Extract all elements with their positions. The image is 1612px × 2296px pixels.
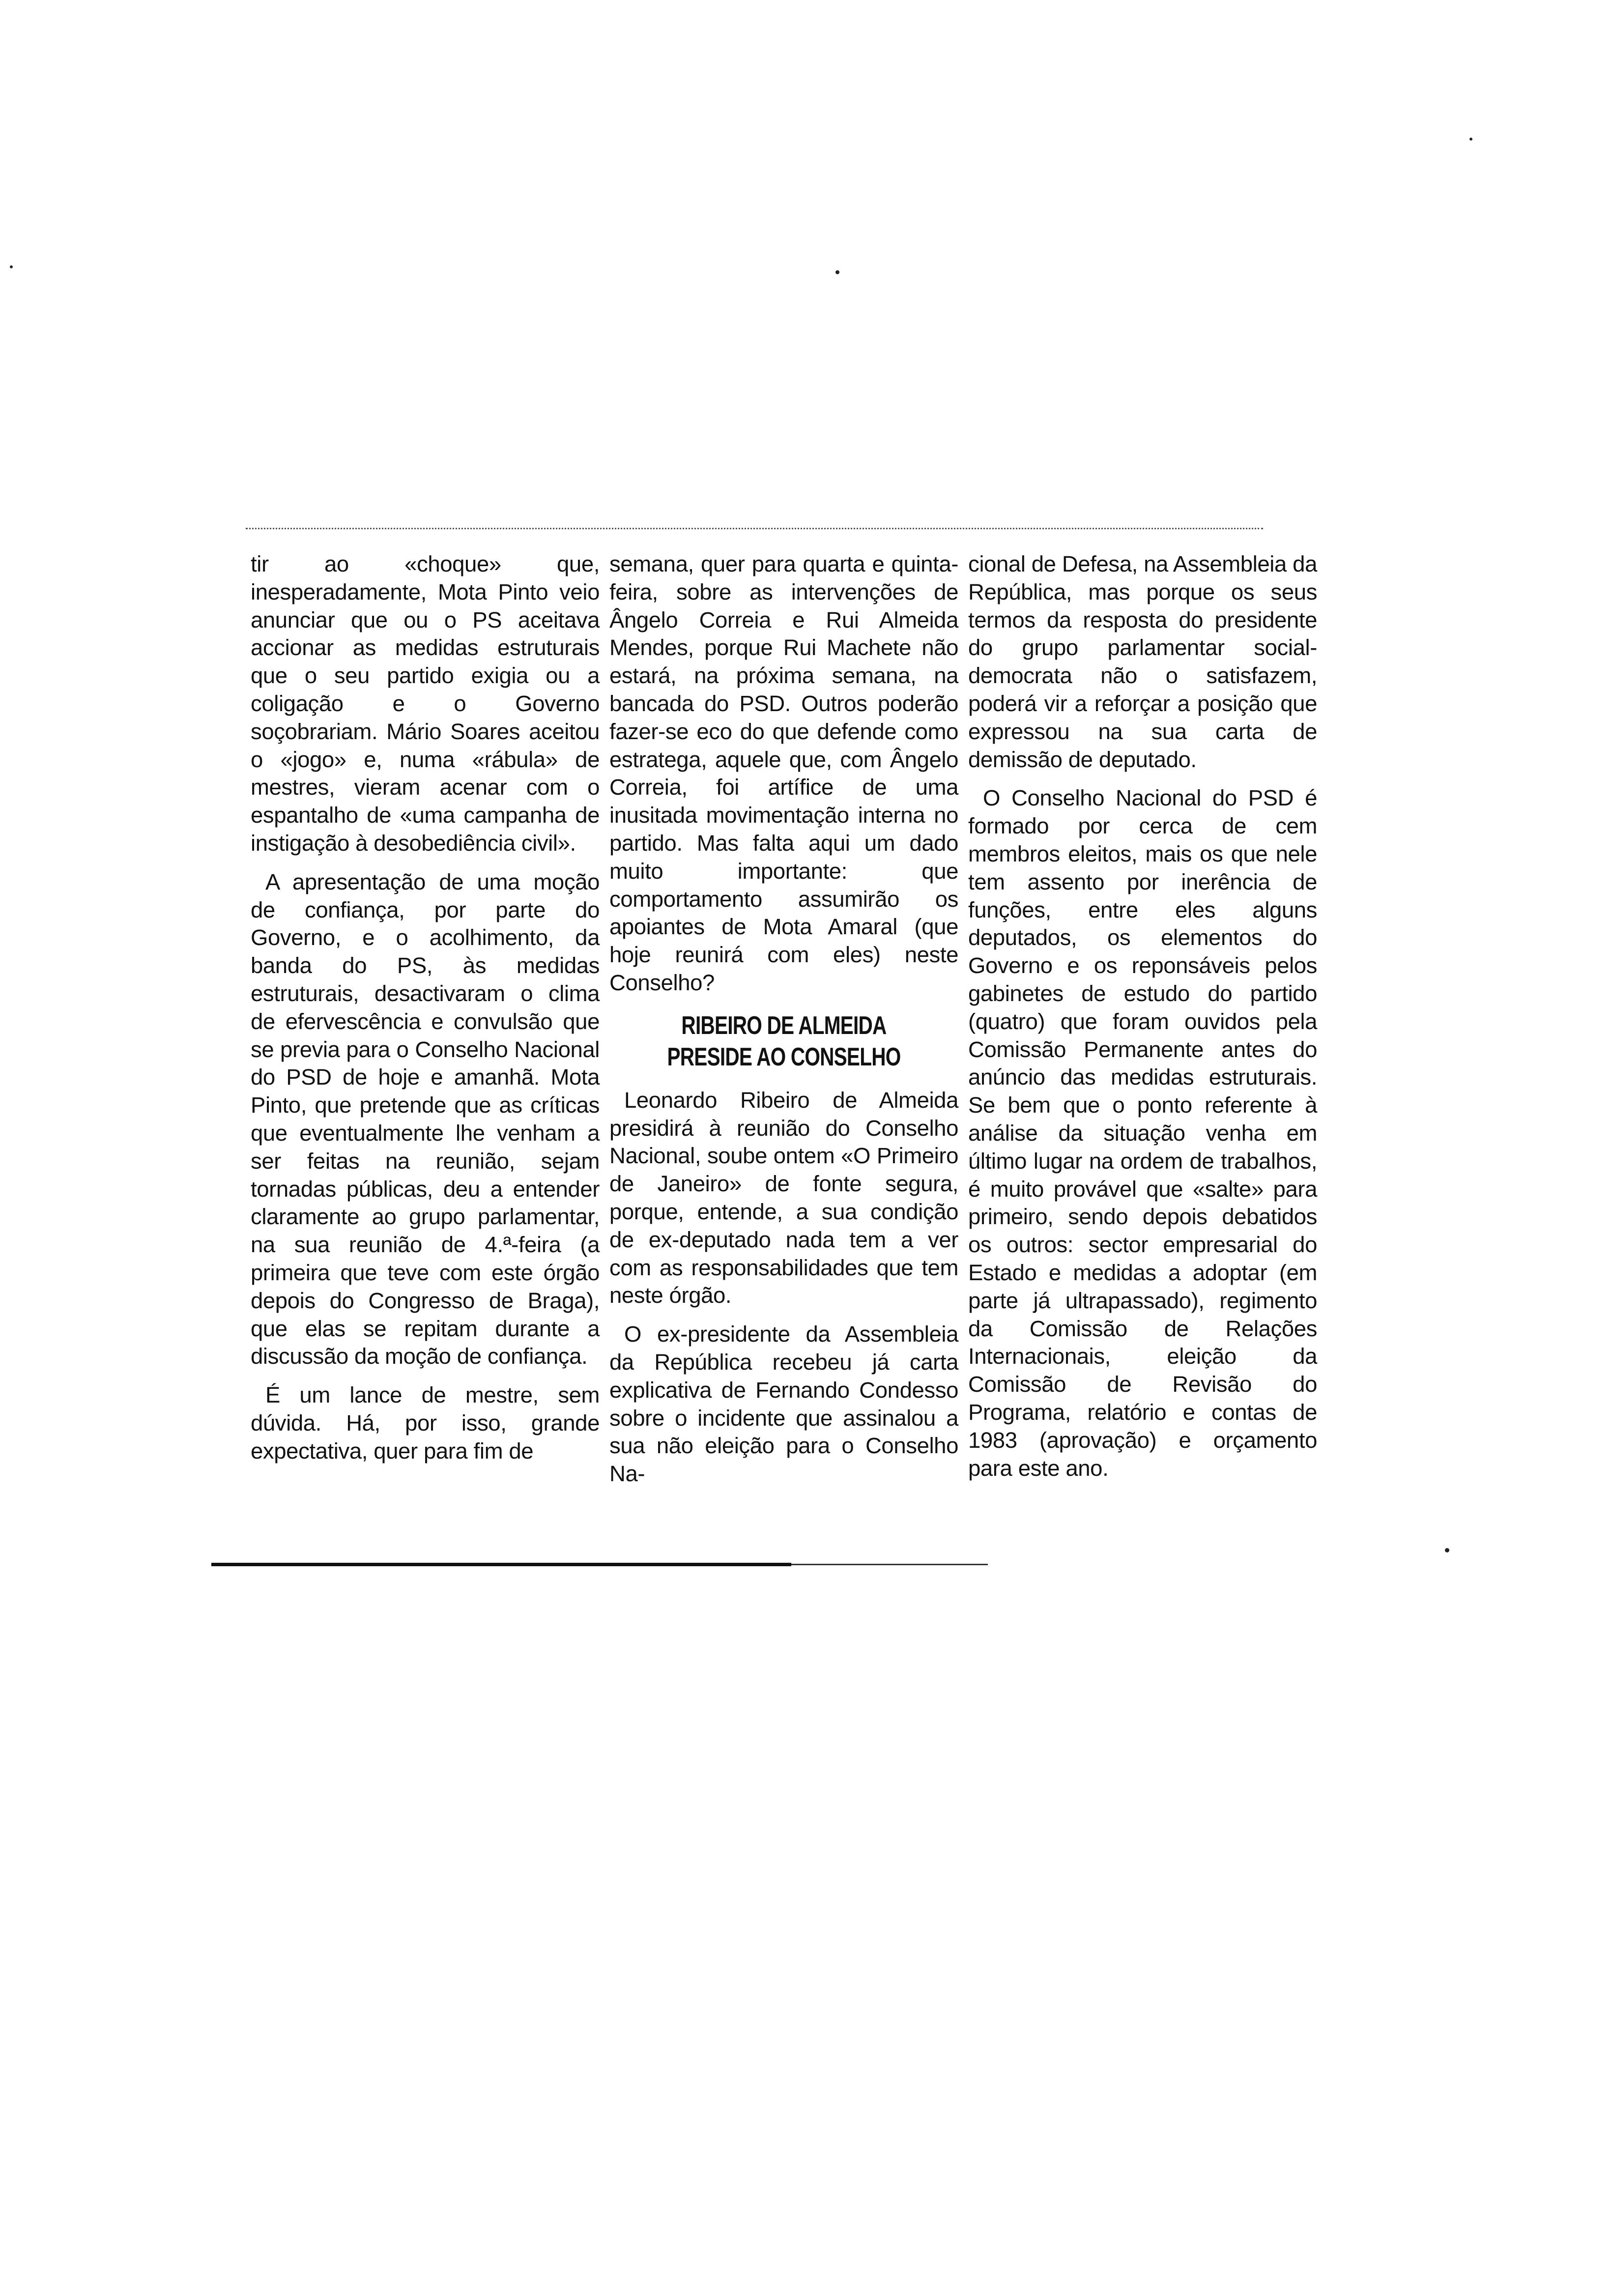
paragraph: O ex-presidente da Assembleia da República recebeu já carta explicativa de Fernando Condesso sobre o incidente que assinalou a sua não eleição para o Conselho Na- <box>609 1321 958 1487</box>
subheading <box>648 1010 920 1073</box>
article-column-3 <box>968 550 1317 1482</box>
top-rule <box>246 528 1263 533</box>
bottom-rule <box>211 1563 791 1566</box>
scan-speck <box>1469 138 1472 141</box>
newspaper-clipping <box>211 526 1317 1602</box>
paragraph: É um lance de mestre, sem dúvida. Há, por isso, grande expectativa, quer para fim de <box>251 1382 600 1464</box>
subheading-line: RIBEIRO DE ALMEIDA <box>681 1011 887 1040</box>
paragraph: O Conselho Nacional do PSD é formado por cerca de cem membros eleitos, mais os que nele tem assento por inerência de funções, entre eles alguns deputados, os elementos do Governo e os reponsáveis pelos gabinetes de estudo do partido (quatro) que foram ouvidos pela Comissão Permanente antes do anúncio das medidas estruturais. Se bem que o ponto referente à análise da situação venha em último lugar na ordem de trabalhos, é muito provável que «salte» para primeiro, sendo depois debatidos os outros: sector empresarial do Estado e medidas a adoptar (em parte já ultrapassado), regimento da Comissão de Relações Internacionais, eleição da Comissão de Revisão do Programa, relatório e contas de 1983 (aprovação) e orçamento para este ano. <box>968 785 1317 1481</box>
paragraph: Leonardo Ribeiro de Almeida presidirá à reunião do Conselho Nacional, soube ontem «O Primeiro de Janeiro» de fonte segura, porque, entende, a sua condição de ex-deputado nada tem a ver com as responsabilidades que tem neste órgão. <box>609 1087 958 1308</box>
subheading-line: PRESIDE AO CONSELHO <box>667 1042 901 1071</box>
paragraph: cional de Defesa, na Assembleia da República, mas porque os seus termos da resposta do presidente do grupo parlamentar social-democrata não o satisfazem, poderá vir a reforçar a posição que expressou na sua carta de demissão de deputado. <box>968 551 1317 772</box>
bottom-rule-thin <box>791 1564 988 1565</box>
paragraph: tir ao «choque» que, inesperadamente, Mota Pinto veio anunciar que ou o PS aceitava accionar as medidas estruturais que o seu partido exigia ou a coligação e o Governo soçobrariam. Mário Soares aceitou o «jogo» e, numa «rábula» de mestres, vieram acenar com o espantalho de «uma campanha de instigação à desobediência civil». <box>251 551 600 856</box>
article-column-2 <box>609 550 958 1488</box>
article-column-1 <box>251 550 600 1465</box>
paragraph: semana, quer para quarta e quinta-feira, sobre as intervenções de Ângelo Correia e Rui Almeida Mendes, porque Rui Machete não estará, na próxima semana, na bancada do PSD. Outros poderão fazer-se eco do que defende como estratega, aquele que, com Ângelo Correia, foi artífice de uma inusitada movimentação interna no partido. Mas falta aqui um dado muito importante: que comportamento assumirão os apoiantes de Mota Amaral (que hoje reunirá com eles) neste Conselho? <box>609 551 958 995</box>
scan-speck <box>1445 1548 1449 1552</box>
scan-speck <box>10 265 13 268</box>
paragraph: A apresentação de uma moção de confiança, por parte do Governo, e o acolhimento, da banda do PS, às medidas estruturais, desactivaram o clima de efervescência e convulsão que se previa para o Conselho Nacional do PSD de hoje e amanhã. Mota Pinto, que pretende que as críticas que eventualmente lhe venham a ser feitas na reunião, sejam tornadas públicas, deu a entender claramente ao grupo parlamentar, na sua reunião de 4.ª-feira (a primeira que teve com este órgão depois do Congresso de Braga), que elas se repitam durante a discussão da moção de confiança. <box>251 869 600 1369</box>
scan-speck <box>835 270 839 274</box>
